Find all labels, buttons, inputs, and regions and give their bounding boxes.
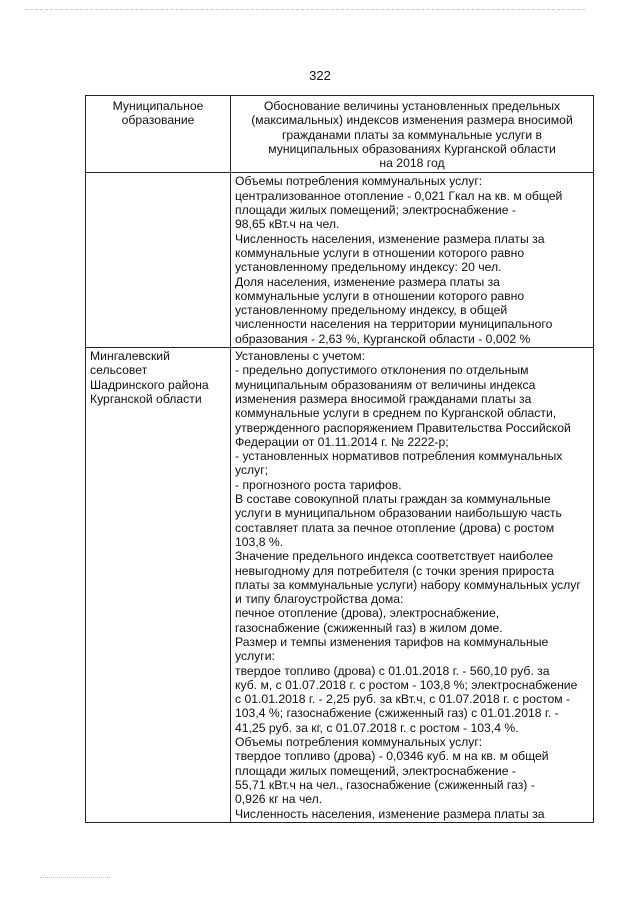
table-row bbox=[86, 348, 594, 823]
text-line: куб. м, с 01.07.2018 г. с ростом - 103,8 %; электроснабжение bbox=[235, 677, 578, 692]
text-line: установленному предельному индексу: 20 чел. bbox=[235, 260, 502, 275]
text-line: Значение предельного индекса соответствует наиболее bbox=[235, 549, 554, 564]
text-line: твердое топливо (дрова) с 01.01.2018 г. - 560,10 руб. за bbox=[235, 663, 550, 678]
text-line: 103,8 %. bbox=[235, 534, 284, 549]
text-line: Шадринского района bbox=[90, 377, 209, 392]
text-line: - предельно допустимого отклонения по отдельным bbox=[235, 363, 529, 378]
header-line: на 2018 год bbox=[379, 156, 445, 171]
text-line: и типу благоустройства дома: bbox=[235, 592, 404, 607]
text-line: Численность населения, изменение размера платы за bbox=[235, 231, 545, 246]
text-line: услуги в муниципальном образовании наибольшую часть bbox=[235, 506, 562, 521]
text-line: услуг; bbox=[235, 463, 269, 478]
header-line: муниципальных образованиях Курганской области bbox=[268, 141, 556, 156]
header-municipality bbox=[86, 96, 231, 173]
text-line: - прогнозного роста тарифов. bbox=[235, 477, 402, 492]
text-line: платы за коммунальные услуги) набору коммунальных услуг bbox=[235, 577, 581, 592]
text-line: Размер и темпы изменения тарифов на коммунальные bbox=[235, 634, 549, 649]
text-line: Курганской области bbox=[90, 391, 202, 406]
text-line: газоснабжение (сжиженный газ) в жилом доме. bbox=[235, 620, 503, 635]
table-header-row bbox=[86, 96, 594, 173]
text-line: составляет плата за печное отопление (дрова) с ростом bbox=[235, 520, 555, 535]
text-line: коммунальные услуги в отношении которого равно bbox=[235, 245, 525, 260]
text-line: изменения размера вносимой гражданами платы за bbox=[235, 391, 532, 406]
text-line: площади жилых помещений; электроснабжение - bbox=[235, 203, 516, 218]
text-line: 55,71 кВт.ч на чел., газоснабжение (сжиженный газ) - bbox=[235, 777, 535, 792]
text-line: Установлены с учетом: bbox=[235, 349, 365, 364]
text-line: печное отопление (дрова), электроснабжение, bbox=[235, 606, 500, 621]
text-line: установленному предельному индексу, в общей bbox=[235, 303, 508, 318]
text-line: Федерации от 01.11.2014 г. № 2222-р; bbox=[235, 434, 449, 449]
header-justification bbox=[231, 96, 594, 173]
text-line: численности населения на территории муниципального bbox=[235, 317, 553, 332]
text-line: сельсовет bbox=[90, 363, 148, 378]
text-line: - установленных нормативов потребления коммунальных bbox=[235, 449, 563, 464]
text-line: коммунальные услуги в отношении которого равно bbox=[235, 288, 525, 303]
table-row bbox=[86, 173, 594, 348]
text-line: образования - 2,63 %, Курганской области - 0,002 % bbox=[235, 331, 531, 346]
text-line: Мингалевский bbox=[90, 349, 170, 364]
text-line: Доля населения, изменение размера платы за bbox=[235, 274, 500, 289]
row-municipality bbox=[86, 348, 231, 823]
text-line: Численность населения, изменение размера платы за bbox=[235, 806, 545, 821]
header-line: гражданами платы за коммунальные услуги в bbox=[281, 127, 543, 142]
tariff-justification-table bbox=[85, 95, 594, 823]
text-line: Объемы потребления коммунальных услуг: bbox=[235, 174, 483, 189]
header-line: (максимальных) индексов изменения размера вносимой bbox=[251, 113, 573, 128]
text-line: услуги: bbox=[235, 649, 275, 664]
text-line: коммунальные услуги в среднем по Курганской области, bbox=[235, 406, 557, 421]
page-number: 322 bbox=[309, 68, 331, 83]
row-justification bbox=[231, 348, 594, 823]
header-line: Обоснование величины установленных предельных bbox=[263, 99, 561, 113]
text-line: 0,926 кг на чел. bbox=[235, 792, 323, 807]
header-line: Муниципальное bbox=[112, 99, 204, 113]
text-line: централизованное отопление - 0,021 Гкал на кв. м общей bbox=[235, 188, 563, 203]
scan-artifact-bottom-edge bbox=[40, 877, 110, 878]
text-line: 41,25 руб. за кг, с 01.07.2018 г. с ростом - 103,4 %. bbox=[235, 720, 519, 735]
row-municipality bbox=[86, 173, 231, 348]
text-line: с 01.01.2018 г. - 2,25 руб. за кВт.ч, с 01.07.2018 г. с ростом - bbox=[235, 692, 571, 707]
text-line: твердое топливо (дрова) - 0,0346 куб. м на кв. м общей bbox=[235, 749, 549, 764]
text-line: утвержденного распоряжением Правительства Российской bbox=[235, 420, 571, 435]
text-line: невыгодному для потребителя (с точки зрения прироста bbox=[235, 563, 555, 578]
row-justification bbox=[231, 173, 594, 348]
text-line: муниципальным образованиям от величины индекса bbox=[235, 377, 536, 392]
header-line: образование bbox=[121, 113, 195, 128]
text-line: 103,4 %; газоснабжение (сжиженный газ) с 01.01.2018 г. - bbox=[235, 706, 559, 721]
text-line: площади жилых помещений, электроснабжение - bbox=[235, 763, 516, 778]
scan-artifact-top-edge bbox=[25, 9, 585, 10]
text-line: В составе совокупной платы граждан за коммунальные bbox=[235, 492, 551, 507]
text-line: 98,65 кВт.ч на чел. bbox=[235, 217, 340, 232]
text-line: Объемы потребления коммунальных услуг: bbox=[235, 735, 483, 750]
